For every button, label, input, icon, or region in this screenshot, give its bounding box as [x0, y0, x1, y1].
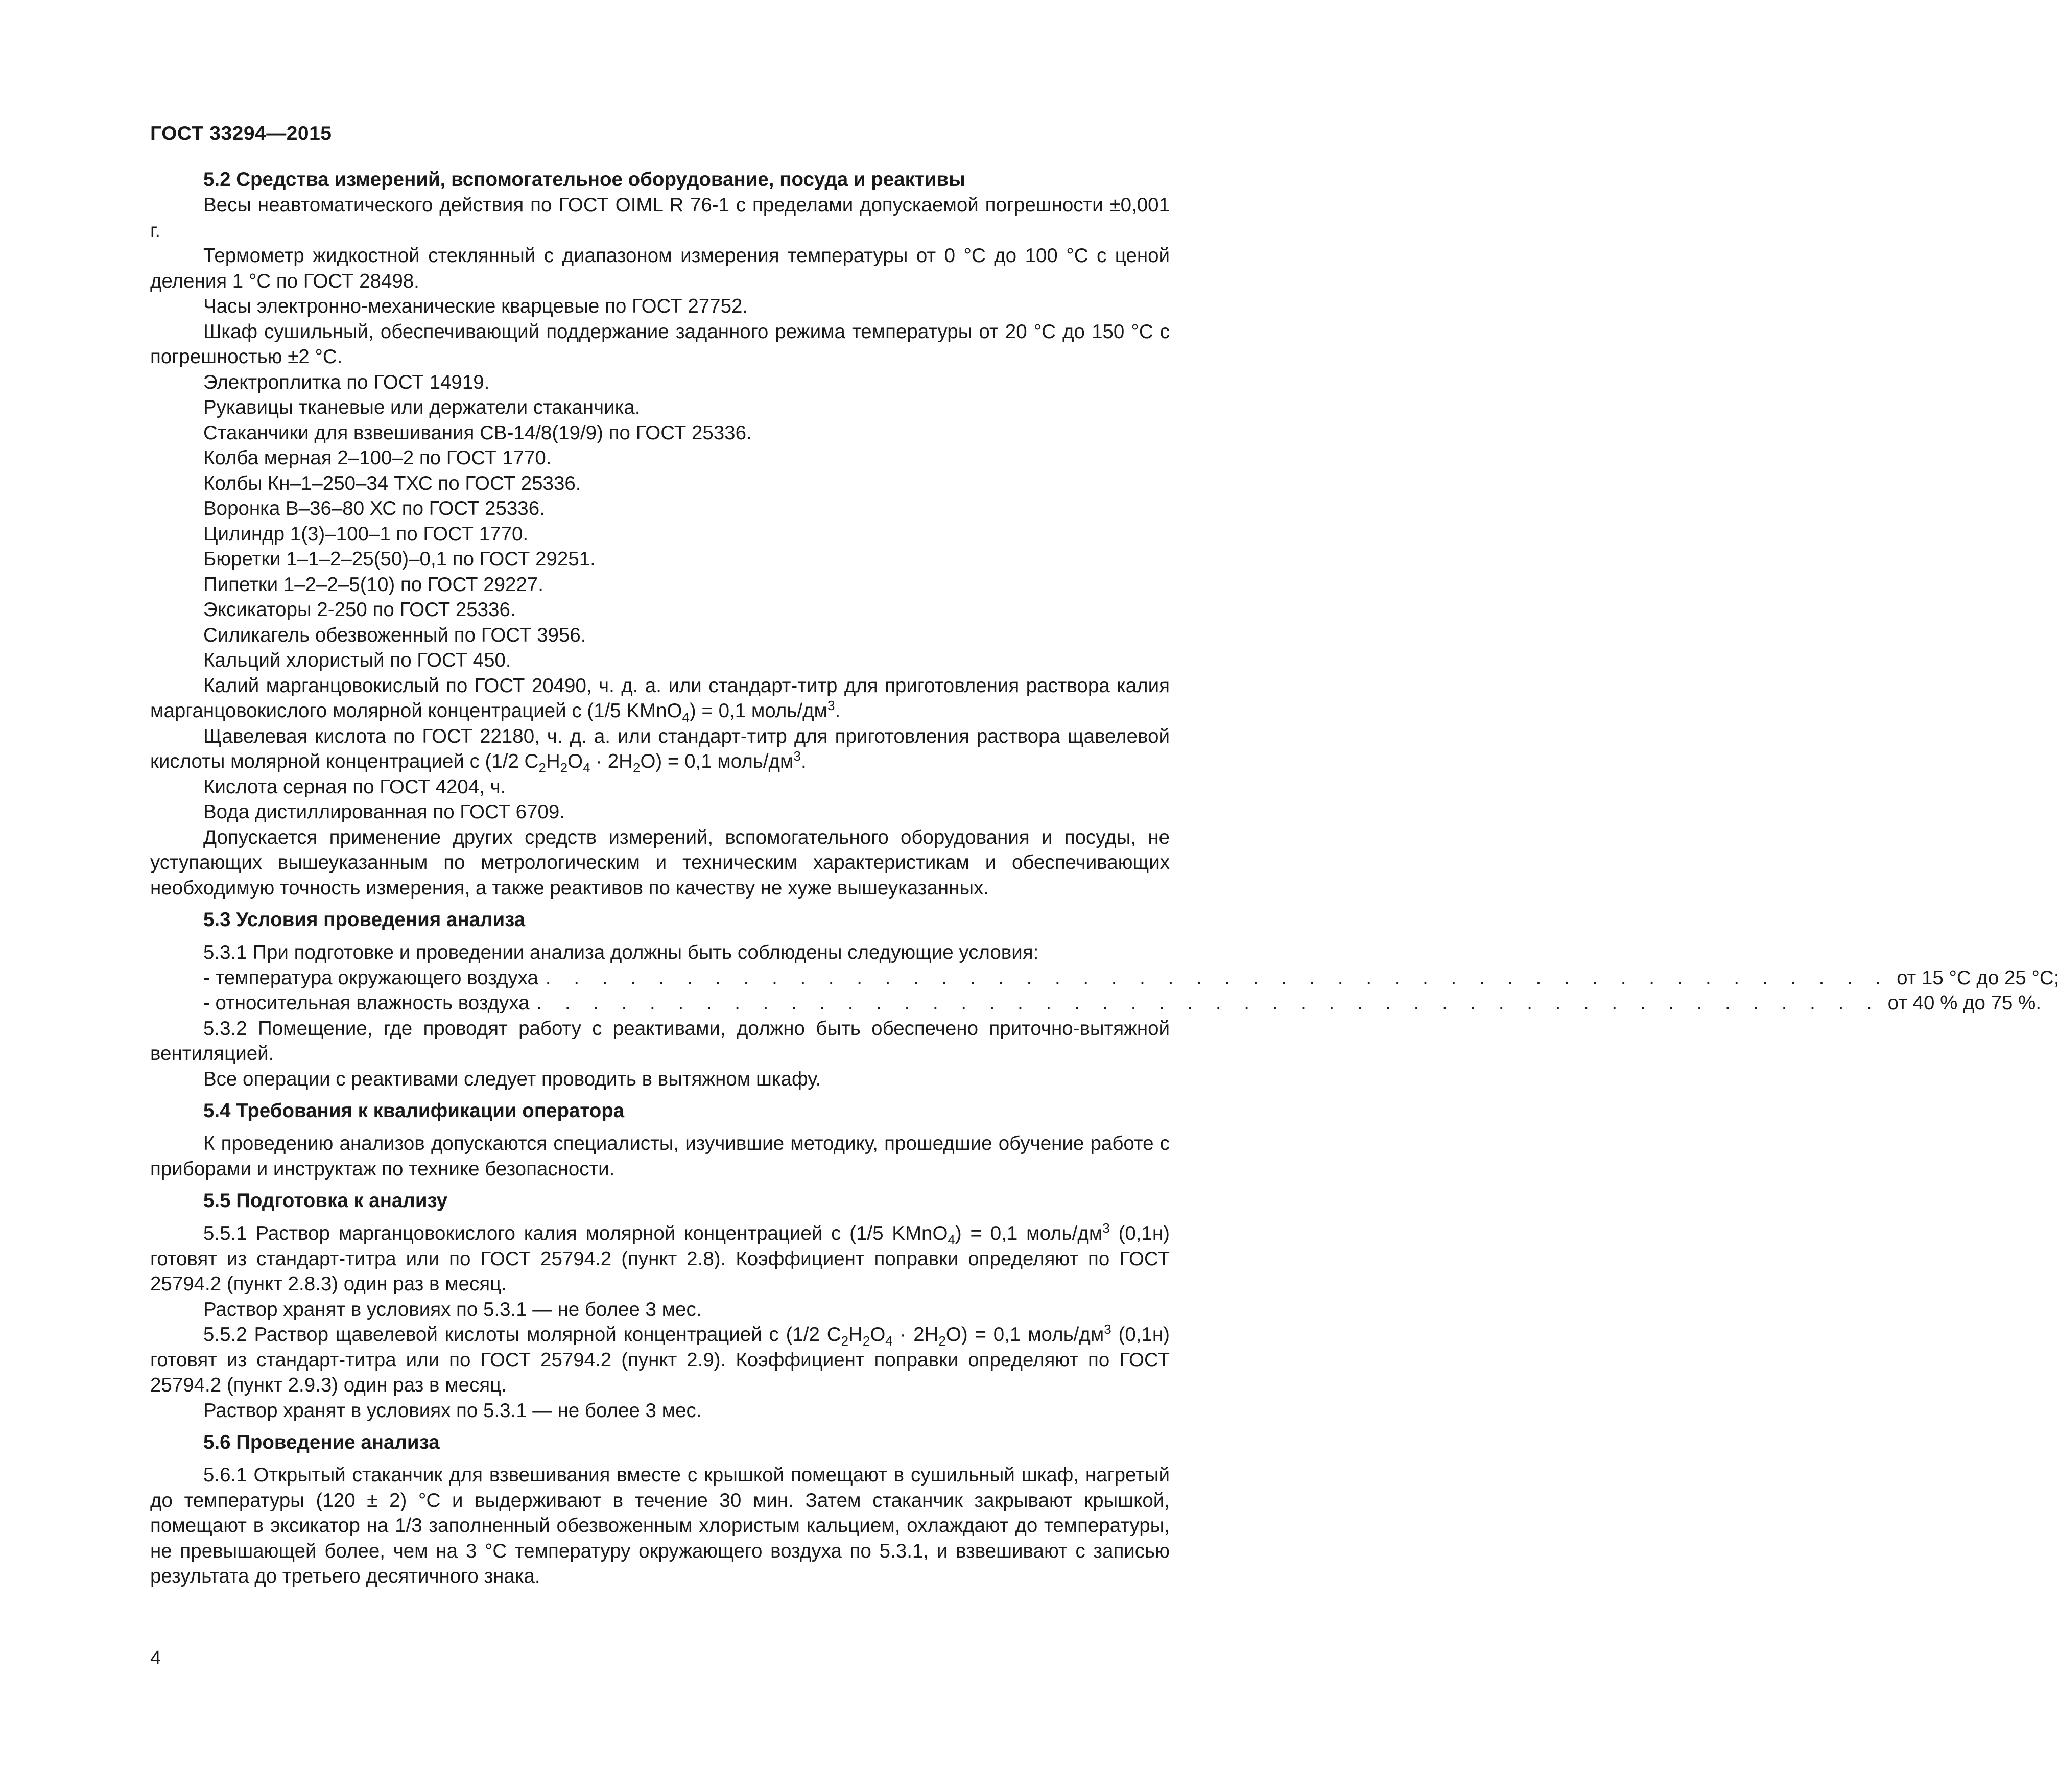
paragraph: Весы неавтоматического действия по ГОСТ OIML R 76-1 с пределами допускаемой погрешности ±0,001 г.	[150, 194, 1170, 242]
standard-header: ГОСТ 33294—2015	[150, 123, 332, 145]
paragraph-with-formula: 5.5.2 Раствор щавелевой кислоты молярной концентрацией с (1/2 $C_2H_2O_4 \cdot 2H_2O) = 0,1$ моль/$дм^3$ (0,1н) готовят из стандарт-титра или по ГОСТ 25794.2 (пункт 2.9). Коэффициент поправки определяют по ГОСТ 25794.2 (пункт 2.9.3) один раз в месяц.	[150, 1322, 1170, 1396]
paragraph: Кислота серная по ГОСТ 4204, ч.	[203, 775, 506, 798]
paragraph: Допускается применение других средств измерений, вспомогательного оборудования и посуды, не уступающих вышеуказанным по метрологическим и техническим характеристикам и обеспечивающих необходимую точность измерения, а также реактивов по качеству не хуже вышеуказанных.	[150, 826, 1170, 899]
paragraph: Кальций хлористый по ГОСТ 450.	[203, 649, 511, 671]
paragraph: 5.3.1 При подготовке и проведении анализа должны быть соблюдены следующие условия:	[203, 941, 1039, 963]
dot-leader: . . . . . . . . . . . . . . . . . . . . . . . . . . . . . . . . . . . . . . . . . . . . . . . .	[545, 966, 1890, 989]
condition-label: - температура окружающего воздуха	[203, 966, 538, 989]
paragraph: Бюретки 1–1–2–25(50)–0,1 по ГОСТ 29251.	[203, 548, 596, 570]
paragraph: Раствор хранят в условиях по 5.3.1 — не более 3 мес.	[203, 1298, 702, 1321]
condition-value: от 40 % до 75 %.	[1887, 992, 2042, 1014]
page-number: 4	[150, 1647, 161, 1669]
paragraph: Часы электронно-механические кварцевые по ГОСТ 27752.	[203, 295, 748, 317]
condition-temperature-row	[150, 965, 2059, 991]
paragraph: К проведению анализов допускаются специалисты, изучившие методику, прошедшие обучение работе с приборами и инструктаж по технике безопасности.	[150, 1133, 1170, 1180]
paragraph: Вода дистиллированная по ГОСТ 6709.	[203, 801, 565, 823]
section-heading-5-5: 5.5 Подготовка к анализу	[203, 1190, 448, 1212]
section-heading-5-4: 5.4 Требования к квалификации оператора	[203, 1100, 625, 1122]
paragraph: Рукавицы тканевые или держатели стаканчика.	[203, 396, 641, 418]
paragraph: 5.6.1 Открытый стаканчик для взвешивания вместе с крышкой помещают в сушильный шкаф, нагретый до температуры (120 ± 2) °С и выдерживают в течение 30 мин. Затем стаканчик закрывают крышкой, помещают в эксикатор на 1/3 заполненный обезвоженным хлористым кальцием, охлаждают до температуры, не превышающей более, чем на 3 °С температуру окружающего воздуха по 5.3.1, и взвешивают с записью результата до третьего десятичного знака.	[150, 1464, 1170, 1587]
paragraph-with-formula: 5.5.1 Раствор марганцовокислого калия молярной концентрацией с (1/5 KMnO$_4$) = 0,1 моль/$дм^3$ (0,1н) готовят из стандарт-титра или по ГОСТ 25794.2 (пункт 2.8). Коэффициент поправки определяют по ГОСТ 25794.2 (пункт 2.8.3) один раз в месяц.	[150, 1220, 1170, 1295]
paragraph: 5.3.2 Помещение, где проводят работу с реактивами, должно быть обеспечено приточно-вытяжной вентиляцией.	[150, 1017, 1170, 1065]
condition-humidity-row	[150, 991, 2042, 1016]
paragraph: Цилиндр 1(3)–100–1 по ГОСТ 1770.	[203, 523, 529, 545]
paragraph: Шкаф сушильный, обеспечивающий поддержание заданного режима температуры от 20 °С до 150 °С с погрешностью ±2 °С.	[150, 320, 1170, 368]
paragraph: Электроплитка по ГОСТ 14919.	[203, 371, 490, 393]
paragraph-with-formula: Калий марганцовокислый по ГОСТ 20490, ч. д. а. или стандарт-титр для приготовления раствора калия марганцовокислого молярной концентрацией с (1/5 KMnO$_4$) = 0,1 моль/$дм^3$.	[150, 674, 1170, 725]
paragraph: Воронка В–36–80 ХС по ГОСТ 25336.	[203, 498, 545, 520]
section-heading-5-3: 5.3 Условия проведения анализа	[203, 909, 526, 931]
section-heading-5-2: 5.2 Средства измерений, вспомогательное оборудование, посуда и реактивы	[203, 169, 965, 191]
condition-value: от 15 °С до 25 °С;	[1897, 966, 2059, 989]
paragraph: Раствор хранят в условиях по 5.3.1 — не более 3 мес.	[203, 1399, 702, 1422]
section-heading-5-6: 5.6 Проведение анализа	[203, 1431, 440, 1453]
paragraph: Силикагель обезвоженный по ГОСТ 3956.	[203, 624, 586, 646]
dot-leader: . . . . . . . . . . . . . . . . . . . . . . . . . . . . . . . . . . . . . . . . . . . . . . . .	[536, 992, 1881, 1014]
condition-label: - относительная влажность воздуха	[203, 992, 530, 1014]
paragraph: Колбы Кн–1–250–34 ТХС по ГОСТ 25336.	[203, 472, 581, 494]
paragraph: Колба мерная 2–100–2 по ГОСТ 1770.	[203, 447, 552, 469]
paragraph: Пипетки 1–2–2–5(10) по ГОСТ 29227.	[203, 573, 543, 596]
paragraph: Стаканчики для взвешивания СВ-14/8(19/9) по ГОСТ 25336.	[203, 421, 752, 444]
document-body	[150, 167, 2059, 1589]
paragraph: Термометр жидкостной стеклянный с диапазоном измерения температуры от 0 °С до 100 °С с ценой деления 1 °С по ГОСТ 28498.	[150, 245, 1170, 292]
paragraph: Эксикаторы 2-250 по ГОСТ 25336.	[203, 599, 516, 621]
paragraph-with-formula: Щавелевая кислота по ГОСТ 22180, ч. д. а. или стандарт-титр для приготовления раствора щавелевой кислоты молярной концентрацией с (1/2 $C_2H_2O_4 \cdot 2H_2O) = 0,1$ моль/$дм^3$.	[150, 725, 1170, 775]
paragraph: Все операции с реактивами следует проводить в вытяжном шкафу.	[203, 1068, 821, 1090]
